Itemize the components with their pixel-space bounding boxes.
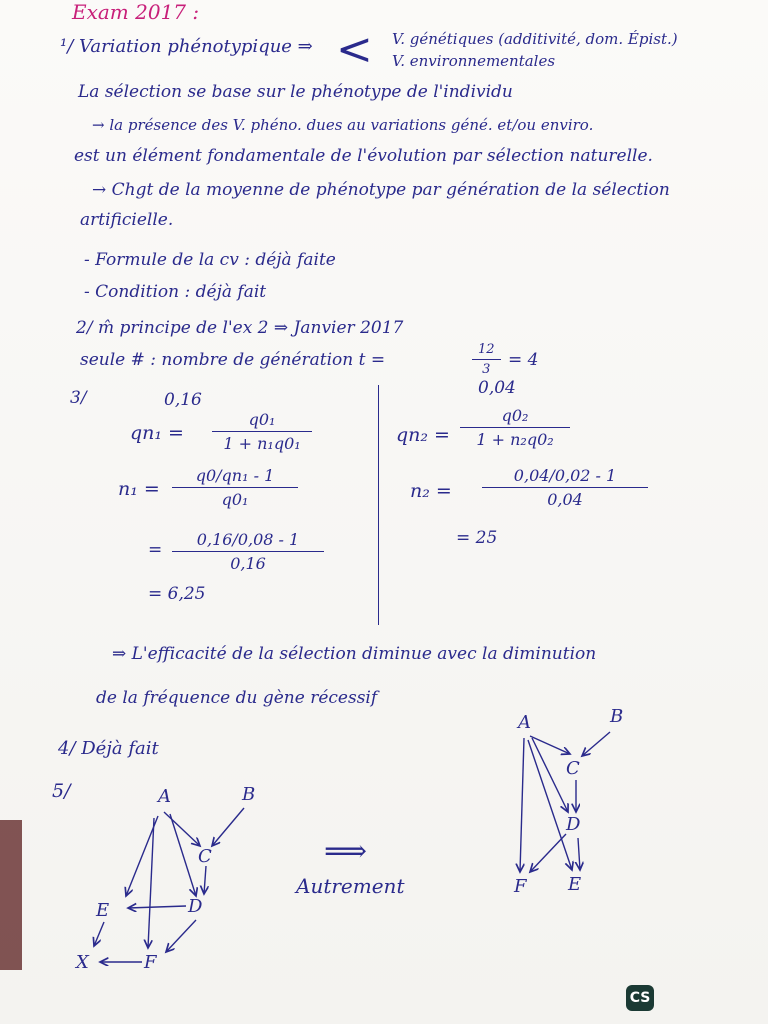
right-node-f: F: [514, 876, 527, 897]
right-node-d: D: [566, 814, 581, 835]
n1-denominator: q0₁: [221, 490, 249, 509]
edge-a-c: [164, 812, 200, 846]
n1-equals: =: [148, 540, 163, 560]
n1-result: = 6,25: [148, 584, 206, 604]
q1-line-formula: - Formule de la cv : déjà faite: [84, 250, 336, 270]
t-result: = 4: [508, 350, 539, 370]
left-node-c: C: [198, 846, 212, 867]
n1-numerator: q0/qn₁ - 1: [195, 466, 275, 485]
q1-line-artificial: artificielle.: [80, 210, 174, 230]
edge-d-f: [166, 920, 196, 952]
left-node-x: X: [76, 952, 89, 973]
q2-line-generation: seule # : nombre de génération t =: [80, 350, 386, 370]
left-node-a: A: [158, 786, 171, 807]
right-node-c: C: [566, 758, 580, 779]
qn1-lhs: qn₁ =: [130, 422, 184, 444]
n2-denominator: 0,04: [547, 490, 583, 509]
conclusion-line-2: de la fréquence du gène récessif: [96, 688, 378, 708]
edge-a-d: [170, 814, 196, 896]
t-numerator: 12: [478, 342, 495, 357]
n1-calc-numerator: 0,16/0,08 - 1: [196, 530, 300, 549]
left-node-d: D: [188, 896, 203, 917]
t-denominator: 3: [482, 362, 491, 377]
middle-text: Autrement: [296, 874, 405, 898]
n2-result: = 25: [456, 528, 498, 548]
right-node-a: A: [518, 712, 531, 733]
edge-e-x: [94, 922, 104, 946]
left-node-f: F: [144, 952, 157, 973]
q0-left: 0,16: [164, 390, 202, 410]
edge-rd-rf: [530, 834, 566, 872]
n1-calc-denominator: 0,16: [230, 554, 266, 573]
qn2-numerator: q0₂: [501, 406, 529, 425]
camscanner-logo: [626, 985, 654, 1011]
q1-line-presence: → la présence des V. phéno. dues au variations géné. et/ou enviro.: [92, 116, 594, 134]
exam-title: Exam 2017 :: [72, 0, 200, 24]
logo-text: CS: [629, 990, 651, 1006]
q5-label: 5/: [52, 780, 71, 802]
q1-line-condition: - Condition : déjà fait: [84, 282, 267, 302]
q1-line-selection: La sélection se base sur le phénotype de l'individu: [78, 82, 513, 102]
edge-rb-rc: [582, 732, 610, 756]
edge-c-d: [204, 866, 206, 894]
right-node-e: E: [568, 874, 582, 895]
implies-arrow: ⟹: [324, 834, 368, 869]
right-node-b: B: [610, 706, 624, 727]
qn1-denominator: 1 + n₁q0₁: [223, 434, 301, 453]
n2-numerator: 0,04/0,02 - 1: [513, 466, 617, 485]
edge-rd-re: [578, 838, 580, 870]
edge-ra-rd: [532, 738, 568, 812]
q2-heading: 2/ m̂ principe de l'ex 2 ⇒ Janvier 2017: [76, 318, 404, 338]
edge-ra-rf: [520, 738, 524, 872]
left-node-e: E: [96, 900, 110, 921]
q4-line: 4/ Déjà fait: [58, 738, 159, 759]
q1-heading: ¹/ Variation phénotypique ⇒: [60, 36, 313, 57]
edge-d-e: [128, 906, 186, 908]
conclusion-line-1: ⇒ L'efficacité de la sélection diminue avec la diminution: [112, 644, 597, 664]
qn1-numerator: q0₁: [248, 410, 276, 429]
q0-right: 0,04: [478, 378, 516, 398]
q1-line-change: → Chgt de la moyenne de phénotype par génération de la sélection: [92, 180, 670, 200]
qn2-lhs: qn₂ =: [396, 424, 450, 446]
left-node-b: B: [242, 784, 256, 805]
n2-lhs: n₂ =: [410, 480, 452, 502]
v-environment: V. environnementales: [392, 52, 556, 70]
q1-line-element: est un élément fondamentale de l'évolution par sélection naturelle.: [74, 146, 653, 166]
n1-lhs: n₁ =: [118, 478, 160, 500]
brace-symbol: <: [336, 24, 373, 75]
q3-label: 3/: [70, 388, 87, 408]
qn2-denominator: 1 + n₂q0₂: [476, 430, 554, 449]
v-genetic: V. génétiques (additivité, dom. Épist.): [392, 30, 678, 48]
edge-b-c: [212, 808, 244, 846]
